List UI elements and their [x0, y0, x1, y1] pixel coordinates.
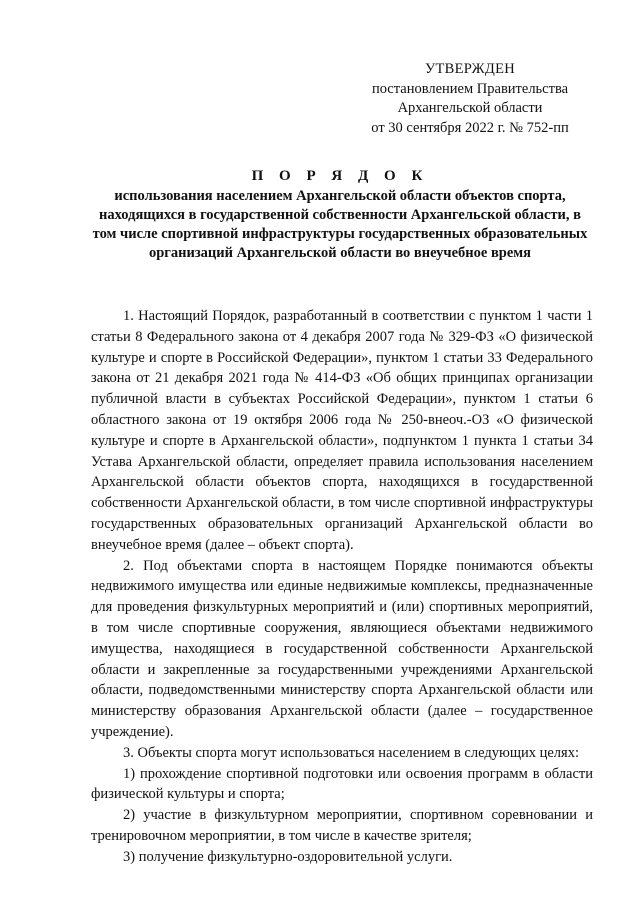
approval-line: постановлением Правительства	[371, 80, 569, 97]
approval-stamp	[356, 60, 584, 138]
paragraph-1: 1. Настоящий Порядок, разработанный в соответствии с пунктом 1 части 1 статьи 8 Федерального закона от 4 декабря 2007 года № 329-ФЗ «О физической культуре и спорте в Российской Федерации», пунктом 1 статьи 33 Федерального закона от 21 декабря 2021 года № 414-ФЗ «Об общих принципах организации публичной власти в субъектах Российской Федерации», пунктом 1 статьи 6 областного закона от 19 октября 2006 года № 250-внеоч.-ОЗ «О физической культуре и спорте в Архангельской области», подпунктом 1 пункта 1 статьи 34 Устава Архангельской области, определяет правила использования населением Архангельской области объектов спорта, находящихся в государственной собственности Архангельской области, в том числе спортивной инфраструктуры государственных образовательных организаций Архангельской области во внеучебное время (далее – объект спорта).	[91, 308, 593, 553]
document-title: П О Р Я Д О К	[251, 168, 429, 184]
list-item-1: 1) прохождение спортивной подготовки или освоения программ в области физической культуры и спорта;	[91, 765, 593, 803]
list-item-3: 3) получение физкультурно-оздоровительной услуги.	[123, 848, 453, 865]
approval-title: УТВЕРЖДЕН	[424, 61, 516, 77]
paragraph-3: 3. Объекты спорта могут использоваться населением в следующих целях:	[123, 744, 579, 761]
list-item-2: 2) участие в физкультурном мероприятии, спортивном соревновании и тренировочном мероприятии, в том числе в качестве зрителя;	[91, 807, 593, 844]
document-body	[91, 306, 593, 868]
paragraph-2: 2. Под объектами спорта в настоящем Порядке понимаются объекты недвижимого имущества или единые недвижимые комплексы, предназначенные для проведения физкультурных мероприятий и (или) спортивных мероприятий, в том числе спортивные сооружения, являющиеся объектами недвижимого имущества, находящиеся в государственной собственности Архангельской области и закрепленные за государственными учреждениями Архангельской области, подведомственными министерству спорта Архангельской области или министерству образования Архангельской области (далее – государственное учреждение).	[91, 557, 593, 740]
document-subtitle: использования населением Архангельской области объектов спорта, находящихся в государственной собственности Архангельской области, в том числе спортивной инфраструктуры государственных образовательных организаций Архангельской области во внеучебное время	[92, 188, 588, 261]
approval-line: Архангельской области	[397, 100, 543, 116]
document-heading	[90, 166, 590, 263]
approval-date-line: от 30 сентября 2022 г. № 752-пп	[371, 119, 569, 136]
